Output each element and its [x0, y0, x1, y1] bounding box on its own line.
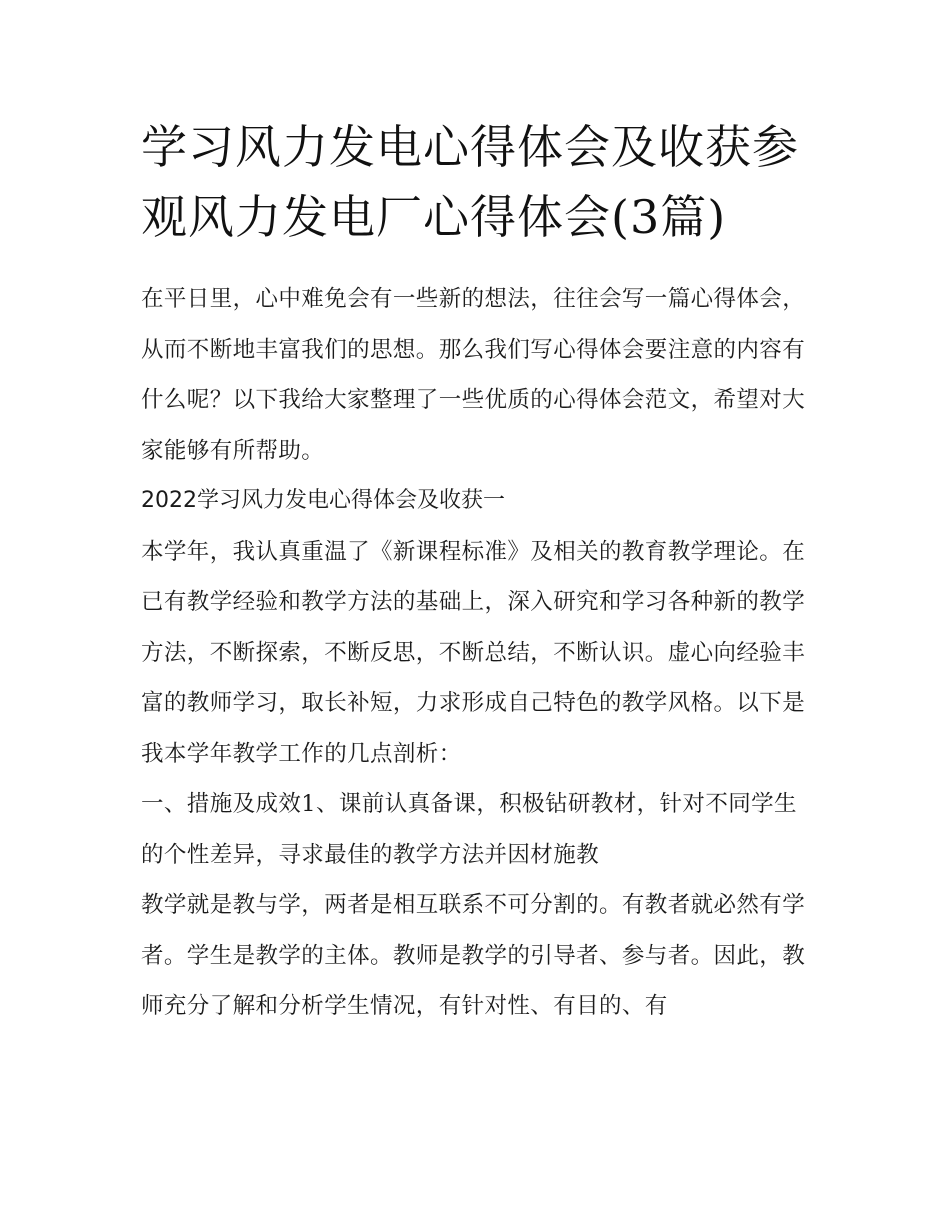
body-paragraph-2: 一、措施及成效1、课前认真备课，积极钻研教材，针对不同学生的个性差异，寻求最佳的教学方法并因材施教 — [141, 791, 797, 868]
section-heading: 2022学习风力发电心得体会及收获一 — [141, 488, 505, 513]
document-page — [141, 112, 816, 1032]
body-paragraph-3: 教学就是教与学，两者是相互联系不可分割的。有教者就必然有学者。学生是教学的主体。教师是教学的引导者、参与者。因此，教师充分了解和分析学生情况，有针对性、有目的、有 — [141, 892, 806, 1019]
document-body — [141, 274, 816, 1032]
body-paragraph-1: 本学年，我认真重温了《新课程标准》及相关的教育教学理论。在已有教学经验和教学方法的基础上，深入研究和学习各种新的教学方法，不断探索，不断反思，不断总结，不断认识。虚心向经验丰富的教师学习，取长补短，力求形成自己特色的教学风格。以下是我本学年教学工作的几点剖析： — [141, 538, 806, 767]
intro-paragraph: 在平日里，心中难免会有一些新的想法，往往会写一篇心得体会，从而不断地丰富我们的思想。那么我们写心得体会要注意的内容有什么呢？以下我给大家整理了一些优质的心得体会范文，希望对大家能够有所帮助。 — [141, 286, 806, 464]
document-title: 学习风力发电心得体会及收获参观风力发电厂心得体会(3篇) — [141, 120, 799, 244]
